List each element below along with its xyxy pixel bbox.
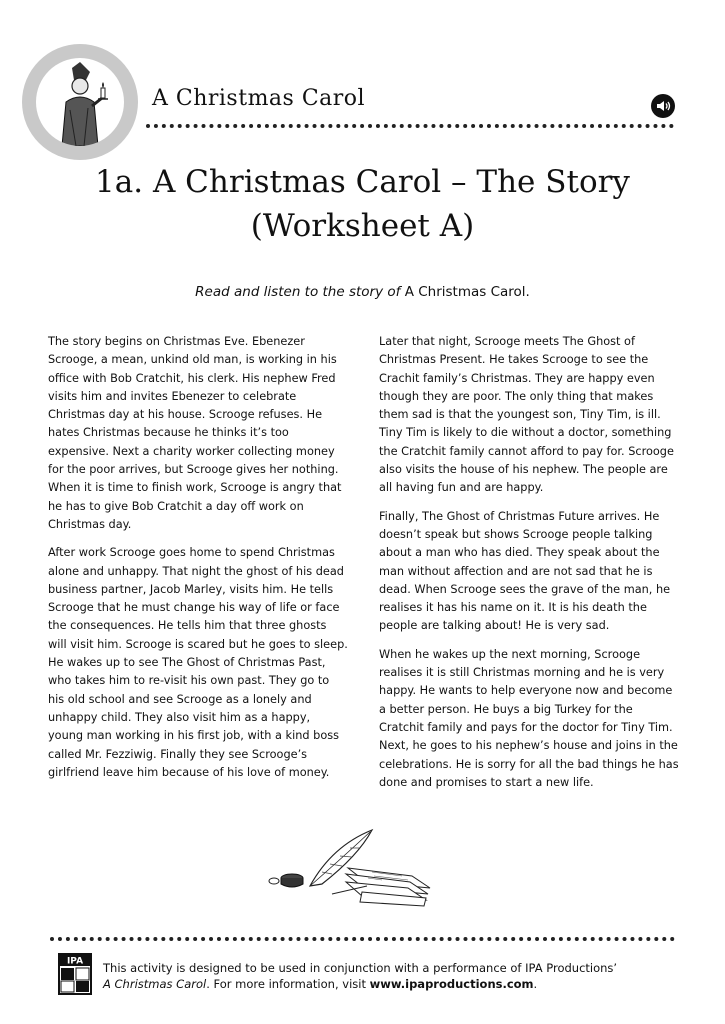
header-title: A Christmas Carol	[152, 86, 366, 111]
scrooge-portrait	[22, 44, 138, 160]
ipa-logo	[58, 953, 92, 995]
footer-work-title: A Christmas Carol	[103, 977, 207, 991]
story-column-left	[48, 333, 348, 792]
ipa-logo-icon	[58, 953, 92, 995]
instruction-text: Read and listen to the story of	[195, 284, 405, 300]
story-paragraph: Later that night, Scrooge meets The Ghost of Christmas Present. He takes Scrooge to see the Crachit family’s Christmas. They are happy even though they are poor. The only thing that makes them sad is that the youngest son, Tiny Tim, is ill. Tiny Tim is likely to die without a doctor, something the Cratchit family cannot afford to pay for. Scrooge also visits the house of his nephew. The people are all having fun and are happy.	[379, 335, 674, 495]
page-title	[0, 160, 725, 248]
footer-end-text: .	[533, 977, 538, 991]
page-title-line-2: (Worksheet A)	[250, 208, 475, 244]
instruction-work-title: A Christmas Carol.	[404, 284, 530, 300]
footer-line-2	[103, 976, 643, 992]
ipa-logo-text: IPA	[66, 956, 84, 967]
scrooge-illustration-icon	[36, 58, 124, 146]
story-paragraph: Finally, The Ghost of Christmas Future arrives. He doesn’t speak but shows Scrooge people talking about a man who has died. They speak about the man without affection and are not sad that he is dead. When Scrooge sees the grave of the man, he realises it has his name on it. It is his death the people are talking about! He is very sad.	[379, 509, 671, 633]
page-title-line-1: 1a. A Christmas Carol – The Story	[95, 164, 630, 200]
footer-divider	[50, 937, 675, 941]
speaker-icon	[651, 94, 675, 118]
audio-button[interactable]	[651, 94, 675, 118]
story-paragraph: When he wakes up the next morning, Scrooge realises it is still Christmas morning and he is very happy. He wants to help everyone now and become a better person. He buys a big Turkey for the Cratchit family and pays for the doctor for Tiny Tim. Next, he goes to his nephew’s house and joins in the celebrations. He is sorry for all the bad things he has done and promises to start a new life.	[379, 647, 679, 789]
footer-website-link[interactable]: www.ipaproductions.com	[369, 977, 534, 991]
footer-line-1: This activity is designed to be used in conjunction with a performance of IPA Productions’	[103, 961, 618, 975]
quill-and-letters-illustration	[262, 826, 437, 908]
page-header	[0, 0, 725, 160]
footer-middle-text: . For more information, visit	[206, 977, 370, 991]
story-column-right	[379, 333, 679, 802]
story-paragraph: After work Scrooge goes home to spend Christmas alone and unhappy. That night the ghost of his dead business partner, Jacob Marley, visits him. He tells Scrooge that he must change his way of life or face the consequences. He tells him that three ghosts will visit him. Scrooge is scared but he goes to sleep. He wakes up to see The Ghost of Christmas Past, who takes him to re-visit his own past. They go to his old school and see Scrooge as a lonely and unhappy child. They also visit him as a happy, young man working in his first job, with a kind boss called Mr. Fezziwig. Finally they see Scrooge’s girlfriend leave him because of his love of money.	[48, 546, 348, 779]
instructions	[0, 284, 725, 300]
quill-icon	[262, 826, 437, 908]
story-paragraph: The story begins on Christmas Eve. Ebenezer Scrooge, a mean, unkind old man, is working in his office with Bob Cratchit, his clerk. His nephew Fred visits him and invites Ebenezer to celebrate Christmas day at his house. Scrooge refuses. He hates Christmas because he thinks it’s too expensive. Next a charity worker collecting money for the poor arrives, but Scrooge gives her nothing. When it is time to finish work, Scrooge is angry that he has to give Bob Cratchit a day off work on Christmas day.	[48, 335, 342, 531]
header-divider	[146, 124, 674, 128]
footer-note	[103, 960, 643, 992]
